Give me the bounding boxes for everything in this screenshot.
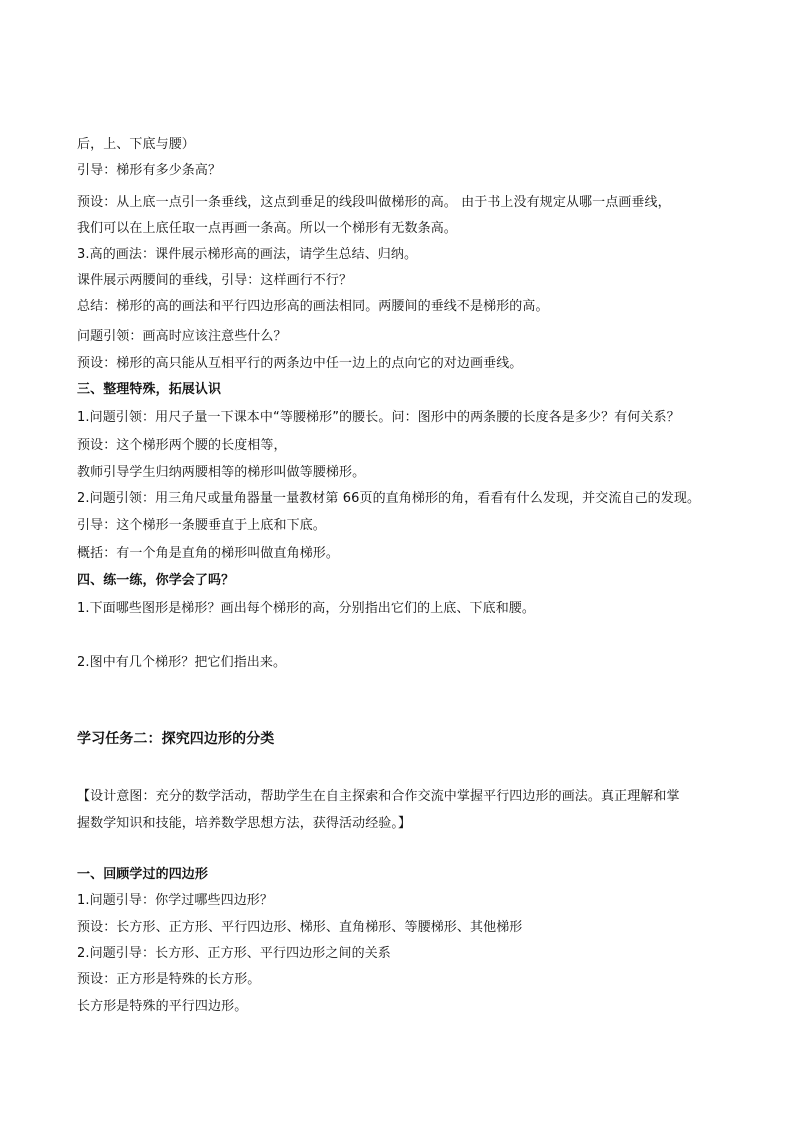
text-line: 引导：这个梯形一条腰垂直于上底和下底。 [77, 518, 326, 533]
text-line: 总结：梯形的高的画法和平行四边形高的画法相同。两腰间的垂线不是梯形的高。 [77, 299, 549, 314]
text-line: 3.高的画法：课件展示梯形高的画法，请学生总结、归纳。 [77, 247, 418, 262]
text-line: 长方形是特殊的平行四边形。 [77, 999, 248, 1014]
text-line: 握数学知识和技能，培养数学思想方法，获得活动经验。】 [77, 816, 412, 831]
text-line: 预设：梯形的高只能从互相平行的两条边中任一边上的点向它的对边画垂线。 [77, 356, 523, 371]
text-line: 1.问题引导：你学过哪些四边形？ [77, 893, 274, 908]
text-line: 预设：长方形、正方形、平行四边形、梯形、直角梯形、等腰梯形、其他梯形 [77, 920, 523, 935]
text-line: 预设：正方形是特殊的长方形。 [77, 972, 261, 987]
text-line: 预设：这个梯形两个腰的长度相等， [77, 438, 287, 453]
section-heading: 一、回顾学过的四边形 [77, 867, 209, 882]
text-line: 我们可以在上底任取一点再画一条高。所以一个梯形有无数条高。 [77, 221, 457, 236]
section-heading: 四、练一练，你学会了吗？ [77, 573, 235, 588]
text-line: 问题引领：画高时应该注意些什么？ [77, 329, 287, 344]
section-heading: 三、整理特殊，拓展认识 [77, 382, 222, 397]
text-line: 1.问题引领：用尺子量一下课本中“等腰梯形”的腰长。问：图形中的两条腰的长度各是多少？有何关系？ [77, 410, 680, 425]
text-line: 2.问题引领：用三角尺或量角器量一量教材第 66页的直角梯形的角，看看有什么发现，并交流自己的发现。 [77, 491, 701, 506]
text-line: 2.图中有几个梯形？把它们指出来。 [77, 655, 287, 670]
text-line: 1.下面哪些图形是梯形？画出每个梯形的高，分别指出它们的上底、下底和腰。 [77, 601, 536, 616]
text-line: 【设计意图：充分的数学活动，帮助学生在自主探索和合作交流中掌握平行四边形的画法。真正理解和掌 [77, 789, 680, 804]
text-line: 后，上、下底与腰） [77, 137, 195, 152]
text-line: 2.问题引导：长方形、正方形、平行四边形之间的关系 [77, 946, 391, 961]
text-line: 引导：梯形有多少条高？ [77, 163, 222, 178]
text-line: 概括：有一个角是直角的梯形叫做直角梯形。 [77, 546, 340, 561]
task-heading: 学习任务二：探究四边形的分类 [77, 731, 275, 747]
text-line: 课件展示两腰间的垂线，引导：这样画行不行？ [77, 273, 353, 288]
text-line: 教师引导学生归纳两腰相等的梯形叫做等腰梯形。 [77, 465, 366, 480]
text-line: 预设：从上底一点引一条垂线，这点到垂足的线段叫做梯形的高。 由于书上没有规定从哪一点画垂线， [77, 195, 671, 210]
